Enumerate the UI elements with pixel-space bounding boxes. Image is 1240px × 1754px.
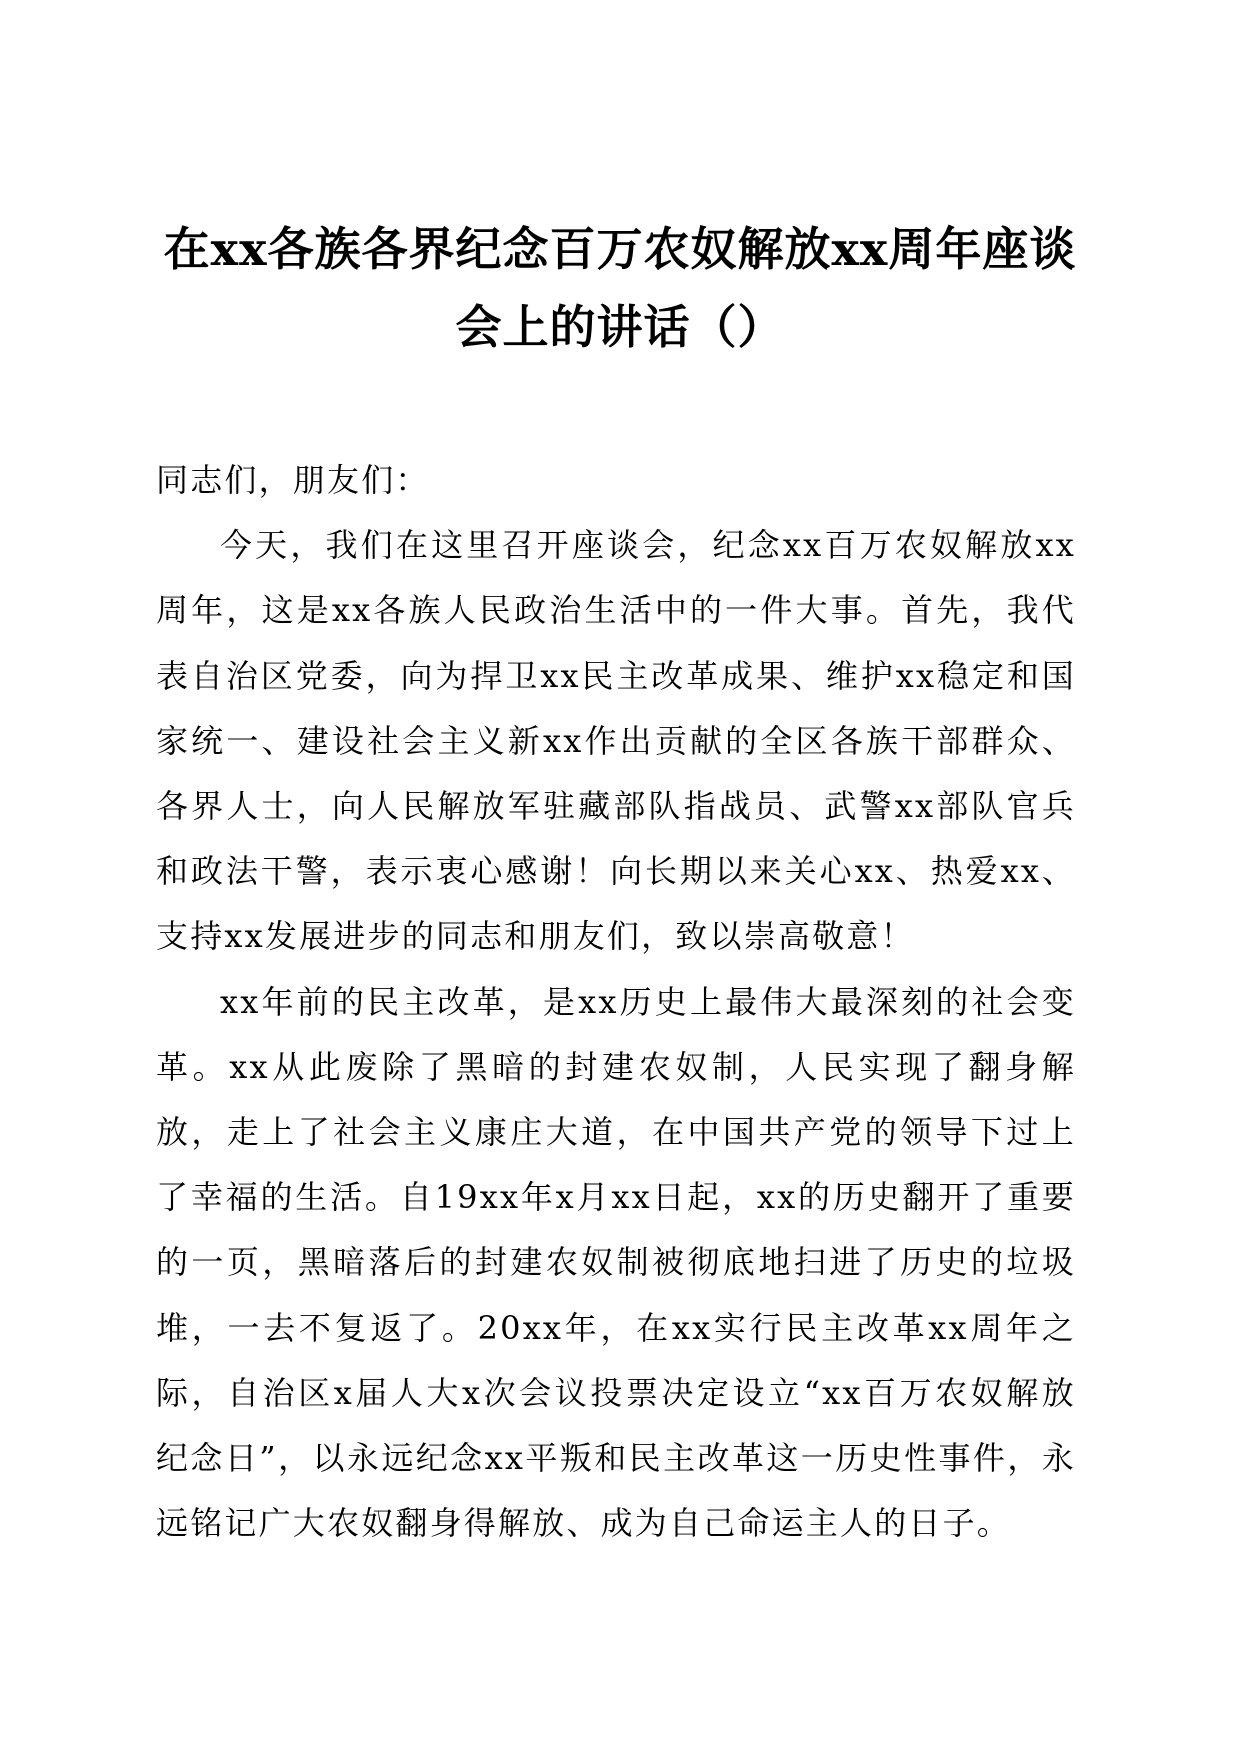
salutation: 同志们，朋友们：	[156, 461, 430, 499]
title-line-1: 在xx各族各界纪念百万农奴解放xx周年座谈	[163, 222, 1077, 276]
title-line-2: 会上的讲话（）	[455, 300, 785, 354]
paragraph-2: xx年前的民主改革，是xx历史上最伟大最深刻的社会变革。xx从此废除了黑暗的封建农奴制，人民实现了翻身解放，走上了社会主义康庄大道，在中国共产党的领导下过上了幸福的生活。自19xx年x月xx日起，xx的历史翻开了重要的一页，黑暗落后的封建农奴制被彻底地扫进了历史的垃圾堆，一去不复返了。20xx年，在xx实行民主改革xx周年之际，自治区x届人大x次会议投票决定设立“xx百万农奴解放纪念日”，以永远纪念xx平叛和民主改革这一历史性事件，永远铭记广大农奴翻身得解放、成为自己命运主人的日子。	[156, 982, 1076, 1543]
document-body	[156, 448, 1076, 1556]
paragraph-1: 今天，我们在这里召开座谈会，纪念xx百万农奴解放xx周年，这是xx各族人民政治生活中的一件大事。首先，我代表自治区党委，向为捍卫xx民主改革成果、维护xx稳定和国家统一、建设社会主义新xx作出贡献的全区各族干部群众、各界人士，向人民解放军驻藏部队指战员、武警xx部队官兵和政法干警，表示衷心感谢！向长期以来关心xx、热爱xx、支持xx发展进步的同志和朋友们，致以崇高敬意！	[156, 526, 1076, 956]
document-title	[150, 210, 1090, 366]
